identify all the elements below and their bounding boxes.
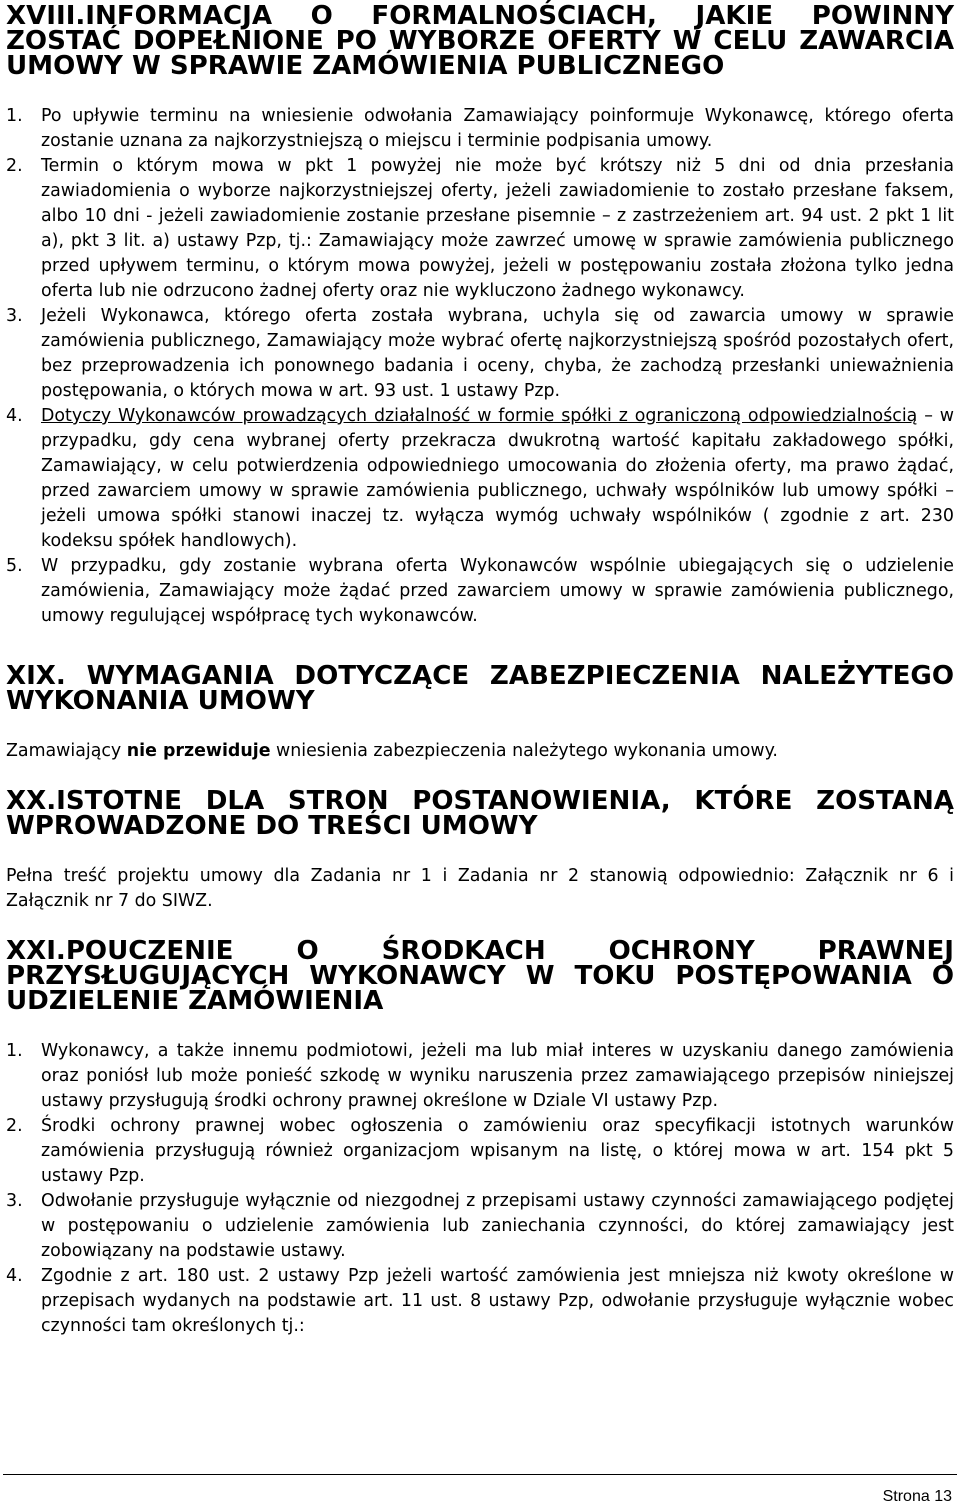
list-item bbox=[6, 1039, 954, 1114]
item-number: 5. bbox=[6, 556, 23, 576]
list-item bbox=[6, 1114, 954, 1189]
section-19 bbox=[6, 661, 954, 764]
list-item bbox=[6, 404, 954, 554]
item-text: Wykonawcy, a także innemu podmiotowi, jeżeli ma lub miał interes w uzyskaniu danego zamówienia oraz poniósł lub może ponieść szkodę w wyniku naruszenia przez zamawiającego przepisów niniejszej ustawy przysługują środki ochrony prawnej określone w Dziale VI ustawy Pzp. bbox=[41, 1041, 954, 1111]
item-text: – w przypadku, gdy cena wybranej oferty przekracza dwukrotną wartość kapitału zakładowego spółki, Zamawiający, w celu potwierdzenia odpowiedniego umocowania do złożenia oferty, ma prawo żądać, przed zawarciem umowy w sprawie zamówienia publicznego, uchwały wspólników lub umowy spółki – jeżeli umowa spółki stanowi inaczej tz. wyłącza wymóg uchwały wspólników ( zgodnie z art. 230 kodeksu spółek handlowych). bbox=[41, 406, 954, 551]
item-number: 2. bbox=[6, 156, 23, 176]
item-text: Jeżeli Wykonawca, którego oferta została wybrana, uchyla się od zawarcia umowy w sprawie zamówienia publicznego, Zamawiający może wybrać ofertę najkorzystniejszą spośród pozostałych ofert, bez przeprowadzenia ich ponownego badania i oceny, chyba, że zachodzą przesłanki unieważnienia postępowania, o których mowa w art. 93 ust. 1 ustawy Pzp. bbox=[41, 306, 954, 401]
underlined-text: Dotyczy Wykonawców prowadzących działalność w formie spółki z ograniczoną odpowiedzialnością bbox=[41, 406, 918, 426]
section-21 bbox=[6, 936, 954, 1339]
item-number: 1. bbox=[6, 1041, 23, 1061]
section-18-heading: XVIII.INFORMACJA O FORMALNOŚCIACH, JAKIE POWINNY ZOSTAĆ DOPEŁNIONE PO WYBORZE OFERTY W CELU ZAWARCIA UMOWY W SPRAWIE ZAMÓWIENIA PUBLICZNEGO bbox=[6, 1, 954, 81]
section-21-list bbox=[6, 1039, 954, 1339]
text-before: Zamawiający bbox=[6, 741, 127, 761]
item-number: 1. bbox=[6, 106, 23, 126]
item-text: Termin o którym mowa w pkt 1 powyżej nie może być krótszy niż 5 dni od dnia przesłania zawiadomienia o wyborze najkorzystniejszej oferty, jeżeli zawiadomienie to zostało przesłane faksem, albo 10 dni - jeżeli zawiadomienie zostanie przesłane pisemnie – z zastrzeżeniem art. 94 ust. 2 pkt 1 lit a), pkt 3 lit. a) ustawy Pzp, tj.: Zamawiający może zawrzeć umowę w sprawie zamówienia publicznego przed upływem terminu, o którym mowa powyżej, jeżeli w postępowaniu została złożona tylko jedna oferta lub nie odrzucono żadnej oferty oraz nie wykluczono żadnego wykonawcy. bbox=[41, 156, 954, 301]
list-item bbox=[6, 304, 954, 404]
item-number: 3. bbox=[6, 1191, 23, 1211]
section-19-heading: XIX. WYMAGANIA DOTYCZĄCE ZABEZPIECZENIA NALEŻYTEGO WYKONANIA UMOWY bbox=[6, 661, 954, 716]
item-text: Po upływie terminu na wniesienie odwołania Zamawiający poinformuje Wykonawcę, którego oferta zostanie uznana za najkorzystniejszą o miejscu i terminie podpisania umowy. bbox=[41, 106, 954, 151]
list-item bbox=[6, 554, 954, 629]
item-text: W przypadku, gdy zostanie wybrana oferta Wykonawców wspólnie ubiegających się o udzielenie zamówienia, Zamawiający może żądać przed zawarciem umowy w sprawie zamówienia publicznego, umowy regulującej współpracę tych wykonawców. bbox=[41, 556, 954, 626]
footer-divider bbox=[3, 1474, 957, 1475]
section-18 bbox=[6, 1, 954, 629]
item-text: Zgodnie z art. 180 ust. 2 ustawy Pzp jeżeli wartość zamówienia jest mniejsza niż kwoty określone w przepisach wydanych na podstawie art. 11 ust. 8 ustawy Pzp, odwołanie przysługuje wyłącznie wobec czynności tam określonych tj.: bbox=[41, 1266, 954, 1336]
item-text: Odwołanie przysługuje wyłącznie od niezgodnej z przepisami ustawy czynności zamawiającego podjętej w postępowaniu o udzielenie zamówienia lub zaniechania czynności, do której zamawiający jest zobowiązany na podstawie ustawy. bbox=[41, 1191, 954, 1261]
page-number: Strona 13 bbox=[882, 1488, 952, 1505]
document-page bbox=[6, 1, 954, 1339]
section-20-heading: XX.ISTOTNE DLA STRON POSTANOWIENIA, KTÓRE ZOSTANĄ WPROWADZONE DO TREŚCI UMOWY bbox=[6, 786, 954, 841]
item-number: 4. bbox=[6, 406, 23, 426]
text-after: wniesienia zabezpieczenia należytego wykonania umowy. bbox=[270, 741, 778, 761]
item-number: 3. bbox=[6, 306, 23, 326]
section-19-text bbox=[6, 739, 954, 764]
list-item bbox=[6, 1264, 954, 1339]
item-text-wrapper bbox=[41, 404, 954, 554]
list-item bbox=[6, 1189, 954, 1264]
list-item bbox=[6, 104, 954, 154]
section-18-list bbox=[6, 104, 954, 629]
list-item bbox=[6, 154, 954, 304]
bold-text: nie przewiduje bbox=[126, 741, 271, 761]
section-21-heading: XXI.POUCZENIE O ŚRODKACH OCHRONY PRAWNEJ PRZYSŁUGUJĄCYCH WYKONAWCY W TOKU POSTĘPOWANIA O UDZIELENIE ZAMÓWIENIA bbox=[6, 936, 954, 1016]
section-20-text: Pełna treść projektu umowy dla Zadania nr 1 i Zadania nr 2 stanowią odpowiednio: Załącznik nr 6 i Załącznik nr 7 do SIWZ. bbox=[6, 866, 954, 911]
section-20 bbox=[6, 786, 954, 914]
item-number: 4. bbox=[6, 1266, 23, 1286]
item-number: 2. bbox=[6, 1116, 23, 1136]
item-text: Środki ochrony prawnej wobec ogłoszenia o zamówieniu oraz specyfikacji istotnych warunków zamówienia przysługują również organizacjom wpisanym na listę, o której mowa w art. 154 pkt 5 ustawy Pzp. bbox=[41, 1116, 954, 1186]
